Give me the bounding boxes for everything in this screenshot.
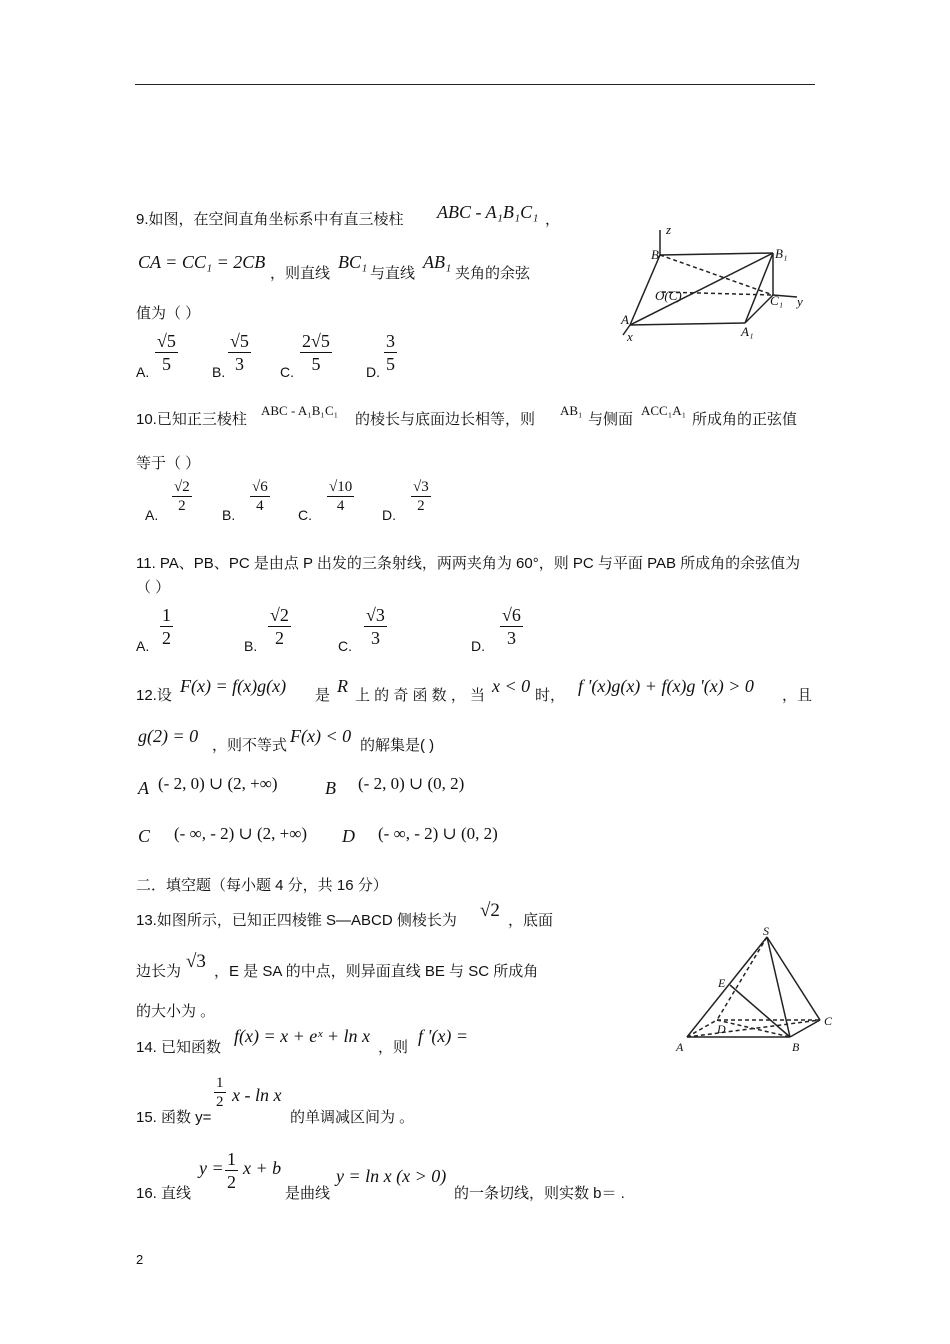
q13-sqrt2: √2 [480,900,500,921]
q13-line2b: ，E 是 SA 的中点，则异面直线 BE 与 SC 所成角 [214,963,539,980]
q9-line2-mid2: 与直线 [370,265,416,282]
q12-option-c-label: C [138,826,151,846]
q16-a: 16. 直线 [136,1185,192,1202]
q10-line2: 等于（ ） [136,455,201,472]
q9-fig-label-a: A [621,312,629,327]
q13-line1b: ，底面 [508,912,554,929]
q12-option-b-text: (- 2, 0) ∪ (0, 2) [358,774,465,793]
q15-b: 的单调减区间为 。 [290,1109,415,1126]
q13-fig-label-c: C [824,1014,833,1028]
q11-line1: 11. PA、PB、PC 是由点 P 出发的三条射线，两两夹角为 60°，则 PC 与平面 PAB 所成角的余弦值为 [136,555,801,572]
q13-line2a: 边长为 [136,963,182,980]
q10-option-d-frac: $\frac{√3}{2}$ [413,479,429,514]
q12-d: 时， [535,687,566,704]
q11-option-b-frac: $\frac{√2}{2}$ [270,605,289,648]
q16-b: 是曲线 [285,1185,331,1202]
q12-option-d-label: D [342,826,355,846]
q13-pyramid-figure [672,925,842,1060]
q13-fig-label-b: B [792,1040,800,1054]
q9-line2-mid: ，则直线 [270,265,331,282]
q10-option-b-frac: $\frac{√6}{4}$ [252,479,268,514]
q12-option-a-label: A [138,778,149,798]
q10-line1b: 的棱长与底面边长相等，则 [355,411,536,428]
q11-line2: （ ） [136,579,171,596]
section-fill-in-title: 二．填空题（每小题 4 分，共 16 分） [136,877,388,894]
q11-option-c-label: C. [338,638,352,654]
q9-ab1: AB₁ [423,252,452,272]
q9-relation: CA = CC₁ = 2CB [138,252,266,272]
q11-option-b-label: B. [244,638,258,654]
q14-a: 14. 已知函数 [136,1039,222,1056]
q9-fig-label-oc: O(C) [655,288,682,303]
q11-option-a-frac: $\frac{1}{2}$ [162,605,171,648]
q10-prism: ABC - A₁B₁C₁ [261,403,339,418]
q9-fig-label-a1: A₁ [741,324,754,339]
q14-b: ，则 [378,1039,409,1056]
q9-option-c-label: C. [280,364,294,380]
q9-bc1: BC₁ [338,252,368,272]
q13-sqrt3: √3 [186,951,206,972]
q10-option-a-frac: $\frac{√2}{2}$ [174,479,190,514]
q9-fig-label-c1: C₁ [770,293,784,308]
q12-option-d-text: (- ∞, - 2) ∪ (0, 2) [378,824,498,843]
q14-func: f(x) = x + eˣ + ln x [234,1026,370,1046]
q15-a: 15. 函数 y= [136,1109,212,1126]
q13-line1a: 13.如图所示，已知正四棱锥 S—ABCD 侧棱长为 [136,912,457,929]
q9-line1: 9.如图，在空间直角坐标系中有直三棱柱 [136,211,404,228]
q9-option-b-label: B. [212,364,226,380]
q9-option-c-frac: $\frac{2√5}{5}$ [302,331,330,374]
q15-frac: $\frac{1}{2}$ [216,1075,224,1110]
q11-option-d-frac: $\frac{√6}{3}$ [502,605,521,648]
q12-option-a-text: (- 2, 0) ∪ (2, +∞) [158,774,278,793]
q16-frac: $\frac{1}{2}$ [227,1149,236,1192]
q12-e: ，且 [782,687,813,704]
q12-g: 的解集是( ) [360,737,435,754]
q13-line3: 的大小为 。 [136,1003,216,1020]
q9-fig-label-x: x [627,329,633,344]
q12-b: 是 [315,687,331,704]
q12-f1: F(x) = f(x)g(x) [180,676,287,696]
q9-fig-label-b: B [651,247,659,262]
q11-option-c-frac: $\frac{√3}{3}$ [366,605,385,648]
q9-fig-label-b1: B₁ [775,246,788,261]
header-rule [135,84,815,85]
q16-line-lhs: y = [199,1158,224,1178]
q9-option-a-frac: $\frac{√5}{5}$ [157,331,176,374]
q12-Fx: F(x) < 0 [290,726,352,746]
q9-option-d-label: D. [366,364,380,380]
q12-ineq: f '(x)g(x) + f(x)g '(x) > 0 [578,676,754,696]
q10-face: ACC₁A₁ [641,403,687,418]
q11-option-d-label: D. [471,638,485,654]
q12-a: 12.设 [136,687,172,704]
q10-option-c-label: C. [298,507,312,523]
q13-fig-label-s: S [763,925,769,938]
q9-prism-figure [615,220,815,345]
q9-comma: ， [545,211,561,228]
q13-fig-label-d: D [717,1022,726,1036]
q11-option-a-label: A. [136,638,150,654]
q12-f: ，则不等式 [212,737,288,754]
q10-line1a: 10.已知正三棱柱 [136,411,247,428]
q9-fig-label-z: z [666,222,672,237]
q12-r: R [337,676,348,696]
q10-line1c: 与侧面 [588,411,634,428]
q10-option-b-label: B. [222,507,236,523]
q9-option-b-frac: $\frac{√5}{3}$ [230,331,249,374]
q10-line1d: 所成角的正弦值 [692,411,798,428]
q16-curve: y = ln x (x > 0) [336,1166,447,1186]
q9-option-a-label: A. [136,364,150,380]
q13-fig-label-e: E [718,976,726,990]
q9-line2-end: 夹角的余弦 [455,265,531,282]
q16-c: 的一条切线，则实数 b＝ . [454,1185,625,1202]
q14-deriv: f '(x) = [418,1026,468,1046]
q10-option-d-label: D. [382,507,396,523]
q10-option-a-label: A. [145,507,159,523]
q12-option-b-label: B [325,778,336,798]
q12-cond: x < 0 [492,676,531,696]
q12-g2: g(2) = 0 [138,726,199,746]
q9-prism: ABC - A₁B₁C₁ [437,202,539,222]
q9-line3: 值为（ ） [136,305,201,322]
q15-rest: x - ln x [232,1085,282,1105]
q13-fig-label-a: A [676,1040,684,1054]
q9-option-d-frac: $\frac{3}{5}$ [386,331,395,374]
q10-option-c-frac: $\frac{√10}{4}$ [329,479,353,514]
page-number: 2 [136,1252,144,1267]
q16-line-rhs: x + b [243,1158,282,1178]
q12-option-c-text: (- ∞, - 2) ∪ (2, +∞) [174,824,308,843]
q12-c: 上 的 奇 函 数 ， 当 [355,687,486,704]
q10-ab1: AB₁ [560,403,583,418]
q9-fig-label-y: y [797,294,803,309]
